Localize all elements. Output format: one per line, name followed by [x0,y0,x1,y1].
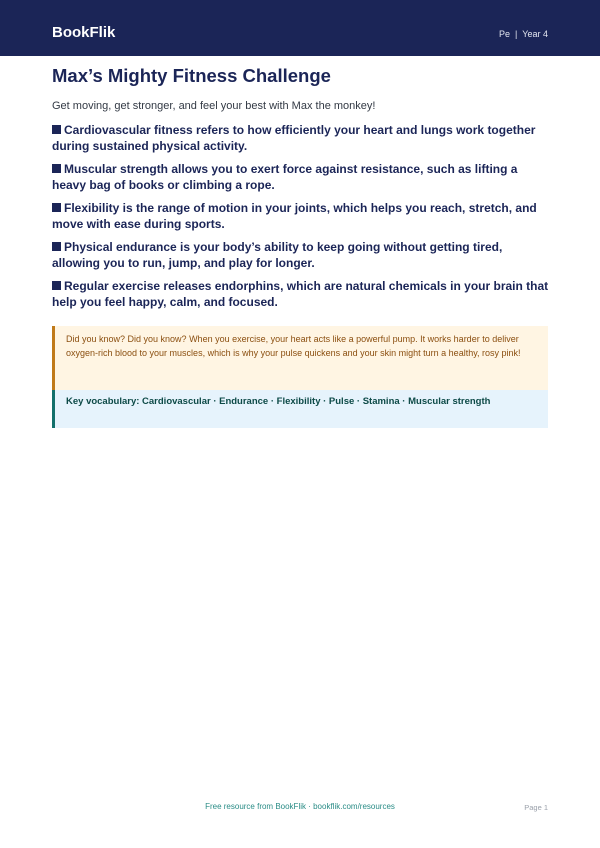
fact-text: Physical endurance is your body’s ability to keep going without getting tired, allowing you to run, jump, and play for longer. [52,240,503,270]
fact-item [52,161,552,193]
fact-text: Flexibility is the range of motion in your joints, which helps you reach, stretch, and move with ease during sports. [52,201,537,231]
fact-text: Muscular strength allows you to exert force against resistance, such as lifting a heavy bag of books or climbing a rope. [52,162,518,192]
fact-list [52,122,552,317]
header-meta [499,28,548,40]
fact-item [52,278,552,310]
footer-resource-link[interactable]: Free resource from BookFlik · bookflik.com/resources [205,802,395,811]
key-vocabulary-text: Key vocabulary: Cardiovascular · Endurance · Flexibility · Pulse · Stamina · Muscular strength [66,396,491,407]
fact-item [52,200,552,232]
meta-separator: | [514,29,518,39]
fact-text: Regular exercise releases endorphins, which are natural chemicals in your brain that help you feel happy, calm, and focused. [52,279,549,309]
square-bullet-icon [52,242,61,251]
page-title: Max’s Mighty Fitness Challenge [52,65,331,86]
square-bullet-icon [52,164,61,173]
brand-logo-text: BookFlik [52,24,116,41]
page-header [0,0,600,56]
page-number: Page 1 [524,803,548,812]
did-you-know-text: Did you know? Did you know? When you exercise, your heart acts like a powerful pump. It works harder to deliver oxygen-rich blood to your muscles, which is why your pulse quickens and your skin might turn a healthy, rosy pink! [66,334,521,358]
fact-item [52,239,552,271]
square-bullet-icon [52,203,61,212]
key-vocabulary-callout [52,390,548,428]
did-you-know-callout [52,326,548,390]
fact-item [52,122,552,154]
year-label: Year 4 [522,29,548,39]
fact-text: Cardiovascular fitness refers to how efficiently your heart and lungs work together during sustained physical activity. [52,123,536,153]
intro-text: Get moving, get stronger, and feel your best with Max the monkey! [52,100,376,112]
square-bullet-icon [52,125,61,134]
subject-label: Pe [498,29,510,39]
square-bullet-icon [52,281,61,290]
